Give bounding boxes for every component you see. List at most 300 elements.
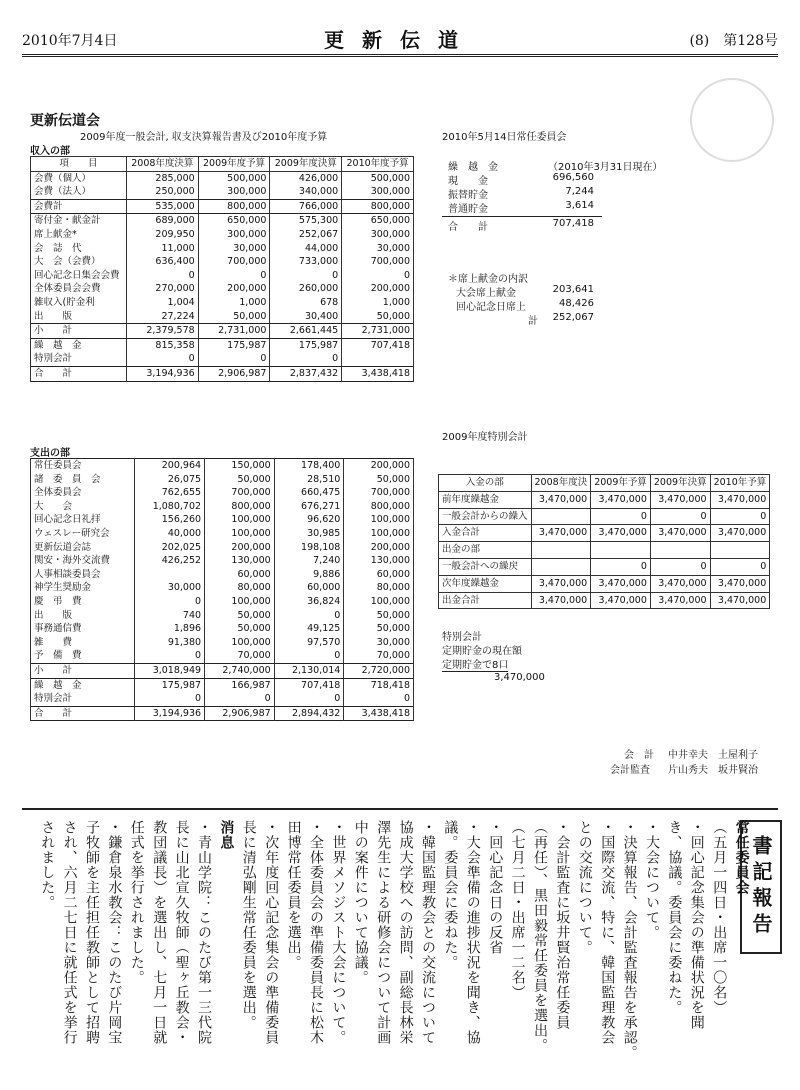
expense-cell-value: 30,000 xyxy=(135,581,205,595)
table-row xyxy=(439,592,770,609)
table-row xyxy=(31,473,414,487)
income-cell-value: 50,000 xyxy=(198,310,270,324)
cash-label: 現 金 xyxy=(448,176,488,187)
income-cell-value: 0 xyxy=(270,269,342,283)
expense-cell-label: 全体委員会 xyxy=(31,486,135,500)
table-row xyxy=(439,525,770,542)
income-cell-value: 11,000 xyxy=(126,242,198,256)
special-cell-value: 0 xyxy=(591,508,651,525)
income-cell-value: 2,837,432 xyxy=(270,366,342,381)
as-of-date: （2010年3月31日現在） xyxy=(548,162,663,173)
income-cell-value: 175,987 xyxy=(198,338,270,352)
expense-cell-value: 676,271 xyxy=(274,500,344,514)
income-cell-label: 繰 越 金 xyxy=(31,338,127,352)
table-row xyxy=(439,575,770,592)
special-cell-label: 一般会計からの繰入 xyxy=(439,508,532,525)
report-column: ・大会について。 xyxy=(644,820,660,940)
special-notes xyxy=(442,628,602,698)
report-column: ・世界メソジスト大会について。 xyxy=(330,820,347,1045)
expense-cell-value: 130,000 xyxy=(344,554,414,568)
special-title: 2009年度特別会計 xyxy=(442,432,528,443)
report-column: ・青山学院：このたび第一三代院 xyxy=(196,820,212,1045)
report-column: （五月一四日・出席一〇名） xyxy=(711,820,728,1015)
income-col-header: 項 目 xyxy=(31,157,127,172)
expense-cell-value: 200,000 xyxy=(205,541,275,555)
report-column: 協成大学校への訪問、副総長林栄 xyxy=(397,820,414,1045)
report-column: き、協議。委員会に委ねた。 xyxy=(666,820,683,1015)
sign-names-treasurer: 中井幸夫 土屋利子 xyxy=(668,750,758,761)
special-cell-value: 3,470,000 xyxy=(710,592,770,609)
table-row xyxy=(31,171,414,185)
header-issue: (8) 第128号 xyxy=(689,33,778,49)
table-row xyxy=(439,491,770,508)
expense-cell-value: 100,000 xyxy=(205,513,275,527)
special-cell-value: 0 xyxy=(650,508,710,525)
expense-cell-value: 178,400 xyxy=(274,459,344,473)
ordinary-savings-value: 3,614 xyxy=(565,200,594,211)
table-row xyxy=(31,486,414,500)
special-col-header: 入金の部 xyxy=(439,475,532,492)
table-row xyxy=(31,527,414,541)
expense-cell-label: ウェスレー研究会 xyxy=(31,527,135,541)
expense-cell-value: 9,886 xyxy=(274,568,344,582)
special-note-deposit: 定期貯金で8口 xyxy=(442,656,508,672)
income-cell-value: 535,000 xyxy=(126,199,198,214)
income-cell-label: 特別会計 xyxy=(31,352,127,366)
expense-cell-value: 2,894,432 xyxy=(274,706,344,721)
table-row xyxy=(31,692,414,706)
income-cell-value: 175,987 xyxy=(270,338,342,352)
expense-cell-value: 100,000 xyxy=(344,513,414,527)
expense-label: 支出の部 xyxy=(30,448,70,459)
expense-cell-value: 50,000 xyxy=(344,622,414,636)
sign-role-treasurer: 会 計 xyxy=(624,750,654,761)
income-cell-value: 250,000 xyxy=(126,185,198,199)
expense-cell-value: 26,075 xyxy=(135,473,205,487)
offering-conversion-value: 48,426 xyxy=(559,298,594,309)
report-column: ・回心記念日の反省 xyxy=(487,820,504,955)
income-cell-label: 大 会（会費） xyxy=(31,255,127,269)
table-row xyxy=(31,366,414,381)
expense-cell-label: 更新伝道会誌 xyxy=(31,541,135,555)
expense-cell-value: 718,418 xyxy=(344,678,414,692)
income-cell-value: 2,379,578 xyxy=(126,324,198,339)
income-cell-label: 会費計 xyxy=(31,199,127,214)
expense-cell-value: 60,000 xyxy=(205,568,275,582)
income-cell-value: 650,000 xyxy=(198,214,270,228)
committee-title: 2010年5月14日常任委員会 xyxy=(442,132,567,143)
expense-cell-value: 3,194,936 xyxy=(135,706,205,721)
income-cell-value: 2,731,000 xyxy=(342,324,414,339)
expense-cell-value: 70,000 xyxy=(344,649,414,663)
transfer-savings-label: 振替貯金 xyxy=(448,190,488,201)
special-cell-value: 0 xyxy=(650,558,710,575)
income-col-header: 2009年度予算 xyxy=(198,157,270,172)
expense-cell-label: 雑 費 xyxy=(31,636,135,650)
expense-cell-value: 175,987 xyxy=(135,678,205,692)
report-box-title: 書記報告 xyxy=(740,820,782,954)
income-cell-label: 会 誌 代 xyxy=(31,242,127,256)
table-row xyxy=(31,282,414,296)
table-row xyxy=(31,228,414,242)
expense-cell-value: 198,108 xyxy=(274,541,344,555)
income-cell-value: 500,000 xyxy=(198,171,270,185)
income-cell-value: 800,000 xyxy=(342,199,414,214)
special-cell-value: 0 xyxy=(591,558,651,575)
table-row xyxy=(31,513,414,527)
income-cell-label: 全体委員会会費 xyxy=(31,282,127,296)
expense-cell-value: 91,380 xyxy=(135,636,205,650)
income-cell-value xyxy=(342,352,414,366)
special-cell-value: 3,470,000 xyxy=(591,592,651,609)
expense-cell-value: 100,000 xyxy=(344,595,414,609)
income-cell-value: 800,000 xyxy=(198,199,270,214)
expense-cell-value: 150,000 xyxy=(205,459,275,473)
special-cell-value: 3,470,000 xyxy=(531,525,591,542)
expense-cell-label: 慶 弔 費 xyxy=(31,595,135,609)
expense-cell-label: 繰 越 金 xyxy=(31,678,135,692)
expense-cell-value: 49,125 xyxy=(274,622,344,636)
expense-cell-label: 特別会計 xyxy=(31,692,135,706)
income-cell-value: 209,950 xyxy=(126,228,198,242)
table-row xyxy=(31,324,414,339)
income-cell-value: 426,000 xyxy=(270,171,342,185)
table-row xyxy=(31,310,414,324)
special-note-title: 特別会計 xyxy=(442,632,482,643)
income-col-header: 2010年度予算 xyxy=(342,157,414,172)
special-cell-value: 3,470,000 xyxy=(650,575,710,592)
special-cell-label: 出金の部 xyxy=(439,542,532,559)
income-cell-value: 1,000 xyxy=(198,296,270,310)
report-column: 常任委員会 xyxy=(733,820,750,895)
special-cell-value: 3,470,000 xyxy=(591,575,651,592)
income-cell-value: 575,300 xyxy=(270,214,342,228)
special-col-header: 2009年決算 xyxy=(650,475,710,492)
income-cell-value: 1,000 xyxy=(342,296,414,310)
table-row xyxy=(31,185,414,199)
income-cell-value: 285,000 xyxy=(126,171,198,185)
income-cell-value: 0 xyxy=(198,352,270,366)
report-column: ・次年度回心記念集会の準備委員 xyxy=(263,820,280,1045)
special-cell-value xyxy=(591,542,651,559)
expense-cell-value: 0 xyxy=(135,692,205,706)
income-cell-value: 3,194,936 xyxy=(126,366,198,381)
special-col-header: 2010年予算 xyxy=(710,475,770,492)
special-cell-value: 3,470,000 xyxy=(531,592,591,609)
expense-cell-value: 60,000 xyxy=(274,581,344,595)
expense-cell-value: 0 xyxy=(135,649,205,663)
report-column: 長に清弘剛生常任委員を選出。 xyxy=(240,820,257,1030)
expense-cell-value: 0 xyxy=(274,692,344,706)
table-row xyxy=(31,636,414,650)
expense-cell-value: 2,740,000 xyxy=(205,663,275,678)
report-column: ・回心記念集会の準備状況を聞 xyxy=(688,820,705,1030)
special-cell-value: 3,470,000 xyxy=(650,525,710,542)
expense-cell-value: 28,510 xyxy=(274,473,344,487)
income-cell-label: 会費（個人） xyxy=(31,171,127,185)
table-row xyxy=(31,568,414,582)
expense-cell-value: 1,896 xyxy=(135,622,205,636)
expense-cell-value: 800,000 xyxy=(205,500,275,514)
expense-cell-label: 大 会 xyxy=(31,500,135,514)
report-column: されました。 xyxy=(39,820,56,910)
expense-cell-value: 166,987 xyxy=(205,678,275,692)
special-cell-label: 前年度繰越金 xyxy=(439,491,532,508)
expense-cell-value: 1,080,702 xyxy=(135,500,205,514)
income-cell-label: 雑収入(貯金利 xyxy=(31,296,127,310)
special-cell-value: 3,470,000 xyxy=(710,525,770,542)
expense-cell-label: 小 計 xyxy=(31,663,135,678)
income-cell-value: 30,400 xyxy=(270,310,342,324)
report-column: ・韓国監理教会との交流について xyxy=(420,820,436,1045)
special-cell-value xyxy=(531,558,591,575)
special-col-header: 2008年度決 xyxy=(531,475,591,492)
income-table xyxy=(30,156,414,382)
expense-cell-value: 2,720,000 xyxy=(344,663,414,678)
report-column: ・大会準備の進捗状況を聞き、協 xyxy=(464,820,481,1045)
table-row xyxy=(31,609,414,623)
income-cell-value: 27,224 xyxy=(126,310,198,324)
special-cell-value xyxy=(710,542,770,559)
income-label: 収入の部 xyxy=(30,146,70,157)
expense-cell-value: 762,655 xyxy=(135,486,205,500)
income-cell-value: 3,438,418 xyxy=(342,366,414,381)
income-cell-value: 300,000 xyxy=(342,185,414,199)
expense-cell-label: 合 計 xyxy=(31,706,135,721)
special-cell-value: 0 xyxy=(710,558,770,575)
transfer-savings-value: 7,244 xyxy=(565,186,594,197)
income-cell-label: 回心記念日集会会費 xyxy=(31,269,127,283)
report-column: ・決算報告、会計監査報告を承認。 xyxy=(621,820,638,1060)
expense-cell-value: 100,000 xyxy=(205,527,275,541)
table-row xyxy=(439,508,770,525)
income-cell-value: 200,000 xyxy=(342,282,414,296)
report-column: 子牧師を主任担任教師として招聘 xyxy=(84,820,100,1045)
offering-conversion-label: 回心記念日席上 xyxy=(456,302,526,313)
income-cell-value: 0 xyxy=(198,269,270,283)
income-cell-value: 2,661,445 xyxy=(270,324,342,339)
table-row xyxy=(31,255,414,269)
income-cell-value: 500,000 xyxy=(342,171,414,185)
special-cell-label: 出金合計 xyxy=(439,592,532,609)
special-cell-value: 3,470,000 xyxy=(531,491,591,508)
expense-cell-value: 0 xyxy=(205,692,275,706)
income-cell-value: 0 xyxy=(270,352,342,366)
expense-table xyxy=(30,458,414,721)
income-cell-value: 300,000 xyxy=(342,228,414,242)
expense-cell-label: 人事相談委員会 xyxy=(31,568,135,582)
offering-title: ＊席上献金の内訳 xyxy=(448,274,528,285)
table-row xyxy=(439,558,770,575)
expense-cell-value: 100,000 xyxy=(205,636,275,650)
table-row xyxy=(31,199,414,214)
expense-cell-value: 0 xyxy=(344,692,414,706)
income-cell-value: 50,000 xyxy=(342,310,414,324)
table-row xyxy=(31,296,414,310)
income-cell-value: 1,004 xyxy=(126,296,198,310)
income-cell-value: 300,000 xyxy=(198,185,270,199)
offering-total-label: 計 xyxy=(528,316,538,327)
committee-block xyxy=(442,128,772,348)
special-cell-value xyxy=(531,508,591,525)
income-cell-value: 733,000 xyxy=(270,255,342,269)
expense-cell-value: 200,000 xyxy=(344,459,414,473)
income-cell-value: 707,418 xyxy=(342,338,414,352)
income-col-header: 2009年度決算 xyxy=(270,157,342,172)
table-row xyxy=(31,214,414,228)
income-cell-value: 200,000 xyxy=(198,282,270,296)
expense-cell-label: 回心記念日礼拝 xyxy=(31,513,135,527)
income-cell-value: 2,906,987 xyxy=(198,366,270,381)
table-row xyxy=(31,706,414,721)
expense-cell-value: 97,570 xyxy=(274,636,344,650)
expense-cell-value: 80,000 xyxy=(205,581,275,595)
expense-cell-value: 426,252 xyxy=(135,554,205,568)
report-column: 田博常任委員を選出。 xyxy=(285,820,302,970)
expense-cell-label: 神学生奨励金 xyxy=(31,581,135,595)
expense-cell-value: 156,260 xyxy=(135,513,205,527)
expense-cell-value: 130,000 xyxy=(205,554,275,568)
expense-cell-value: 36,824 xyxy=(274,595,344,609)
expense-cell-value: 0 xyxy=(274,609,344,623)
income-cell-value: 700,000 xyxy=(342,255,414,269)
income-cell-value: 300,000 xyxy=(198,228,270,242)
special-note-current: 定期貯金の現在額 xyxy=(442,646,522,657)
income-cell-value: 766,000 xyxy=(270,199,342,214)
table-row xyxy=(439,542,770,559)
section-divider xyxy=(22,808,778,810)
income-cell-value: 678 xyxy=(270,296,342,310)
income-cell-value: 260,000 xyxy=(270,282,342,296)
income-cell-value: 0 xyxy=(342,269,414,283)
expense-cell-value: 0 xyxy=(274,649,344,663)
income-cell-label: 席上献金* xyxy=(31,228,127,242)
expense-cell-value: 96,620 xyxy=(274,513,344,527)
offering-conference-label: 大会席上献金 xyxy=(456,288,516,299)
report-column: 消息 xyxy=(218,820,235,850)
expense-cell-value: 30,000 xyxy=(344,636,414,650)
sign-names-auditor: 片山秀夫 坂井賢治 xyxy=(668,765,758,776)
report-column: ・国際交流、特に、韓国監理教会 xyxy=(599,820,616,1045)
report-column: ・会計監査に坂井賢治常任委員 xyxy=(554,820,571,1030)
committee-total-label: 合 計 xyxy=(448,222,488,233)
income-cell-value: 650,000 xyxy=(342,214,414,228)
special-cell-value: 3,470,000 xyxy=(710,491,770,508)
report-column: 議。委員会に委ねた。 xyxy=(442,820,459,970)
special-cell-value: 3,470,000 xyxy=(650,592,710,609)
income-cell-value: 2,731,000 xyxy=(198,324,270,339)
table-row xyxy=(31,622,414,636)
special-cell-label: 入金合計 xyxy=(439,525,532,542)
expense-cell-value: 100,000 xyxy=(344,527,414,541)
report-column: 長に山北宣久牧師（聖ヶ丘教会・ xyxy=(173,820,190,1045)
income-cell-label: 小 計 xyxy=(31,324,127,339)
expense-cell-label: 出 版 xyxy=(31,609,135,623)
table-row xyxy=(31,269,414,283)
income-cell-label: 合 計 xyxy=(31,366,127,381)
ordinary-savings-label: 普通貯金 xyxy=(448,204,488,215)
report-column: （七月二日・出席一二名） xyxy=(509,820,526,1000)
table-row xyxy=(31,352,414,366)
expense-cell-value: 0 xyxy=(135,595,205,609)
expense-cell-value: 740 xyxy=(135,609,205,623)
income-cell-label: 出 版 xyxy=(31,310,127,324)
income-cell-value: 689,000 xyxy=(126,214,198,228)
special-cell-label: 次年度繰越金 xyxy=(439,575,532,592)
expense-cell-label: 諸 委 員 会 xyxy=(31,473,135,487)
report-column: され、六月二七日に就任式を挙行 xyxy=(61,820,78,1045)
special-note-amount: 3,470,000 xyxy=(494,672,545,683)
expense-cell-value: 800,000 xyxy=(344,500,414,514)
cash-value: 696,560 xyxy=(552,172,594,183)
special-cell-value: 3,470,000 xyxy=(591,525,651,542)
expense-cell-label: 事務通信費 xyxy=(31,622,135,636)
page-header xyxy=(22,10,778,57)
expense-cell-value: 707,418 xyxy=(274,678,344,692)
offering-total-value: 252,067 xyxy=(552,312,594,323)
expense-cell-value: 50,000 xyxy=(344,609,414,623)
special-cell-value: 3,470,000 xyxy=(650,491,710,508)
income-cell-value: 270,000 xyxy=(126,282,198,296)
committee-total-value: 707,418 xyxy=(552,218,594,229)
special-cell-value: 3,470,000 xyxy=(591,491,651,508)
expense-cell-label: 予 備 費 xyxy=(31,649,135,663)
income-cell-value: 700,000 xyxy=(198,255,270,269)
special-cell-label: 一般会計への繰戻 xyxy=(439,558,532,575)
finance-subtitle: 2009年度一般会計, 収支決算報告書及び2010年度予算 xyxy=(80,132,328,143)
special-col-header: 2009年予算 xyxy=(591,475,651,492)
table-row xyxy=(31,500,414,514)
table-row xyxy=(31,663,414,678)
report-column: ・鎌倉泉水教会：このたび片岡宝 xyxy=(106,820,123,1045)
expense-cell-value: 80,000 xyxy=(344,581,414,595)
expense-cell-value: 50,000 xyxy=(344,473,414,487)
income-col-header: 2008年度決算 xyxy=(126,157,198,172)
special-cell-value: 0 xyxy=(710,508,770,525)
expense-cell-value: 700,000 xyxy=(344,486,414,500)
expense-cell-value: 3,438,418 xyxy=(344,706,414,721)
expense-cell-value: 2,906,987 xyxy=(205,706,275,721)
expense-cell-value: 200,000 xyxy=(344,541,414,555)
special-account-table xyxy=(438,474,770,609)
table-row xyxy=(31,678,414,692)
income-cell-value: 30,000 xyxy=(342,242,414,256)
expense-cell-value: 700,000 xyxy=(205,486,275,500)
expense-cell-value: 3,018,949 xyxy=(135,663,205,678)
expense-cell-value: 50,000 xyxy=(205,473,275,487)
special-cell-value xyxy=(650,542,710,559)
expense-cell-value: 7,240 xyxy=(274,554,344,568)
special-cell-value xyxy=(531,542,591,559)
expense-cell-label: 関安・海外交流費 xyxy=(31,554,135,568)
offering-conference-value: 203,641 xyxy=(552,284,594,295)
income-cell-value: 815,358 xyxy=(126,338,198,352)
report-column: 教団議長）を選出し、七月一日就 xyxy=(151,820,168,1045)
expense-cell-value: 200,964 xyxy=(135,459,205,473)
table-row xyxy=(31,541,414,555)
income-cell-value: 44,000 xyxy=(270,242,342,256)
table-row xyxy=(31,554,414,568)
header-title: 更新伝道 xyxy=(324,28,476,52)
income-cell-label: 会費（法人） xyxy=(31,185,127,199)
expense-cell-value: 30,985 xyxy=(274,527,344,541)
sign-role-auditor: 会計監査 xyxy=(610,765,650,776)
table-row xyxy=(31,649,414,663)
expense-cell-value: 50,000 xyxy=(205,622,275,636)
report-column: （再任）、黒田毅常任委員を選出。 xyxy=(532,820,548,1053)
report-column: ・全体委員会の準備委員長に松木 xyxy=(308,820,324,1045)
report-column: 澤先生による研修会について計画 xyxy=(375,820,392,1045)
